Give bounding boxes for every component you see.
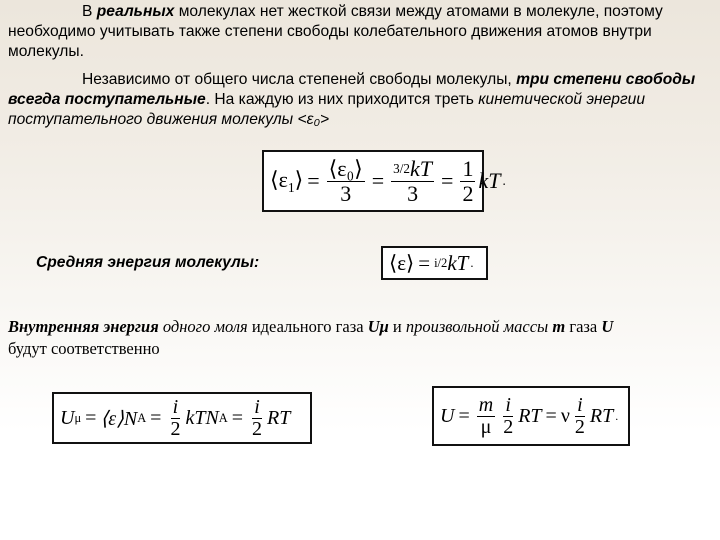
f1-frac3-num: 1 [462, 156, 474, 182]
f1-frac2-kt: kT [410, 156, 433, 182]
p3-part5: и [388, 317, 406, 336]
paragraph-real-molecules [8, 2, 714, 62]
p3-part7: m [548, 317, 566, 336]
p3-part6: произвольной массы [405, 317, 549, 336]
f4-frac-a-den: μ [480, 415, 492, 438]
p3-part10: будут соответственно [8, 339, 160, 358]
f3-lhs-sub: μ [74, 410, 82, 425]
f1-lhs-sub: 1 [287, 179, 295, 195]
p2-part3: . На каждую из них приходится треть [205, 91, 479, 108]
p3-part3: идеального газа [247, 317, 368, 336]
f4-eq2: = [545, 404, 557, 427]
f1-frac3-den: 2 [462, 180, 474, 206]
p2-emphasis: три степени свободы всегда поступательные [8, 71, 696, 108]
f3-lhs: U [60, 406, 75, 429]
f1-tail: kT [478, 168, 501, 193]
f3-frac-b-num: i [254, 395, 260, 418]
f4-frac-a [477, 395, 495, 438]
f4-tail: RT [589, 404, 614, 427]
f4-frac-a-num: m [478, 393, 494, 416]
f4-frac-b [501, 395, 515, 438]
f3-mid2-sub: A [218, 410, 228, 425]
f1-lhs [270, 167, 303, 196]
formula-mass-internal-energy [432, 386, 630, 446]
average-energy-label: Средняя энергия молекулы: [36, 254, 260, 271]
f4-frac-c-num: i [577, 393, 583, 416]
f4-lhs: U [440, 404, 455, 427]
f3-frac-b-den: 2 [252, 417, 263, 440]
f3-frac-a-num: i [172, 395, 179, 418]
p2-part1: Независимо от общего числа степеней свободы молекулы, [82, 71, 517, 88]
f1-eq1: = [307, 168, 320, 193]
f3-mid2: kTN [185, 406, 219, 429]
f1-lhs-close: ⟩ [294, 166, 304, 192]
f1-frac1-den: 3 [340, 180, 352, 206]
p1-part1: В [82, 3, 97, 20]
f4-frac-c-den: 2 [574, 415, 585, 438]
f4-frac-c [573, 395, 587, 438]
f2-lhs: ⟨ε⟩ [389, 250, 415, 275]
formula-energy-per-degree [262, 150, 506, 212]
f4-frac-b-den: 2 [503, 415, 514, 438]
f3-eq2: = [150, 406, 162, 429]
paragraph-translational [8, 70, 714, 130]
f3-eq3: = [231, 406, 244, 429]
f3-mid-sub: A [137, 410, 147, 425]
f1-frac2-num [391, 157, 434, 181]
f1-frac1-num: ⟨ε₀⟩ [328, 156, 363, 182]
f1-frac2-den: 3 [407, 180, 419, 206]
f1-eq2: = [371, 168, 385, 193]
f4-frac-b-num: i [505, 393, 511, 416]
p3-part2: одного моля [158, 317, 248, 336]
f4-mid: RT [518, 404, 542, 427]
f1-frac3 [460, 157, 475, 204]
f3-frac-a-den: 2 [170, 417, 181, 440]
paragraph-internal-energy [8, 316, 714, 360]
f3-mid: ⟨ε⟩N [100, 407, 138, 430]
p3-part8: газа [565, 317, 602, 336]
f4-eq1: = [458, 404, 470, 427]
p3-part4: Uμ [367, 317, 389, 336]
formula-molar-internal-energy [52, 392, 312, 444]
f2-frac: i/2 [434, 255, 448, 270]
f4-nu: ν [560, 404, 570, 427]
f3-tail: RT [267, 406, 291, 429]
p2-part4: кинетической энергии поступательного движения молекулы <ε₀> [8, 91, 645, 128]
p1-emphasis: реальных [96, 3, 175, 20]
f2-period: . [470, 255, 474, 270]
f1-frac2-small: 3/2 [393, 161, 411, 177]
f2-tail: kT [447, 250, 469, 275]
f1-lhs-sym: ⟨ε [270, 166, 288, 192]
f2-eq: = [418, 250, 431, 275]
f3-frac-a [168, 397, 182, 440]
f3-frac-b [250, 397, 264, 440]
f1-eq3: = [441, 168, 454, 193]
p3-part9: U [601, 317, 614, 336]
formula-average-energy [381, 246, 488, 280]
p3-part1: Внутренняя энергия [8, 317, 159, 336]
f1-frac2 [391, 157, 434, 204]
f1-frac1 [327, 157, 365, 204]
f4-period: . [615, 408, 619, 423]
f1-period: . [502, 173, 506, 188]
f3-eq1: = [85, 406, 97, 429]
p1-part3: молекулах нет жесткой связи между атомами в молекуле, поэтому необходимо учитывать также степени свободы колебательного движения атомов внутри молекулы. [8, 3, 663, 60]
